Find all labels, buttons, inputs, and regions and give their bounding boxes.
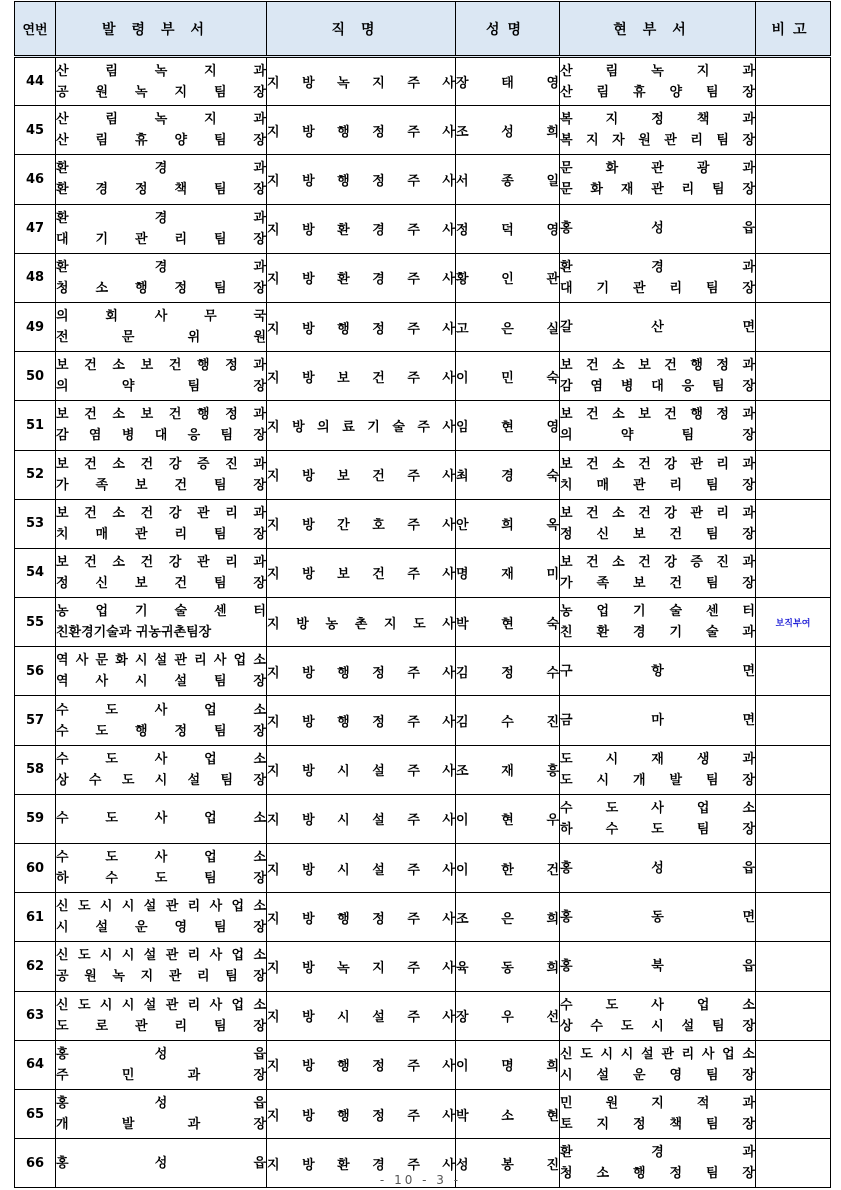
position-cell bbox=[267, 401, 456, 450]
row-number: 55 bbox=[15, 598, 56, 647]
text-line: 신 도 시 시 설 관 리 사 업 소 bbox=[560, 1046, 755, 1062]
text-line: 지 방 행 정 주 사 bbox=[267, 321, 455, 337]
note-cell bbox=[756, 57, 831, 106]
text-line: 수 도 행 정 팀 장 bbox=[56, 723, 266, 739]
current-dept-cell bbox=[560, 401, 756, 450]
name-cell bbox=[456, 1040, 560, 1089]
text-line: 민 원 지 적 과 bbox=[560, 1096, 755, 1112]
text-line: 개 발 과 장 bbox=[56, 1117, 266, 1133]
text-line: 환 경 과 bbox=[56, 259, 266, 275]
row-number: 44 bbox=[15, 57, 56, 106]
text-line: 보 건 소 건 강 관 리 과 bbox=[560, 456, 755, 472]
current-dept-cell bbox=[560, 991, 756, 1040]
text-line: 이 한 건 bbox=[456, 862, 559, 878]
current-dept-cell bbox=[560, 204, 756, 253]
position-cell bbox=[267, 204, 456, 253]
note-cell bbox=[756, 647, 831, 696]
text-line: 환 경 정 책 팀 장 bbox=[56, 182, 266, 198]
table-row bbox=[15, 1089, 831, 1138]
text-line: 주 민 과 장 bbox=[56, 1067, 266, 1083]
note-cell bbox=[756, 893, 831, 942]
current-dept-cell bbox=[560, 1040, 756, 1089]
name-cell bbox=[456, 450, 560, 499]
note-cell bbox=[756, 942, 831, 991]
text-line: 보 건 소 건 강 관 리 과 bbox=[56, 505, 266, 521]
text-line: 신 도 시 시 설 관 리 사 업 소 bbox=[56, 899, 266, 915]
text-line: 보 건 소 보 건 행 정 과 bbox=[560, 358, 755, 374]
table-row bbox=[15, 204, 831, 253]
text-line: 지 방 보 건 주 사 bbox=[267, 567, 455, 583]
table-row bbox=[15, 1040, 831, 1089]
appointment-table bbox=[14, 1, 831, 1188]
from-dept-cell bbox=[56, 893, 267, 942]
text-line: 수 도 사 업 소 bbox=[56, 811, 266, 827]
name-cell bbox=[456, 106, 560, 155]
from-dept-cell bbox=[56, 991, 267, 1040]
text-line: 지 방 간 호 주 사 bbox=[267, 518, 455, 534]
current-dept-cell bbox=[560, 696, 756, 745]
text-line: 대 기 관 리 팀 장 bbox=[560, 280, 755, 296]
text-line: 산 림 녹 지 과 bbox=[56, 63, 266, 79]
from-dept-cell bbox=[56, 106, 267, 155]
text-line: 환 경 과 bbox=[560, 1145, 755, 1161]
name-cell bbox=[456, 844, 560, 893]
text-line: 문 화 재 관 리 팀 장 bbox=[560, 182, 755, 198]
position-cell bbox=[267, 450, 456, 499]
text-line: 명 재 미 bbox=[456, 567, 559, 583]
note-cell bbox=[756, 844, 831, 893]
row-number: 62 bbox=[15, 942, 56, 991]
text-line: 지 방 행 정 주 사 bbox=[267, 124, 455, 140]
current-dept-cell bbox=[560, 794, 756, 843]
text-line: 홍 성 읍 bbox=[56, 1046, 266, 1062]
table-row bbox=[15, 844, 831, 893]
current-dept-cell bbox=[560, 942, 756, 991]
name-cell bbox=[456, 598, 560, 647]
text-line: 하 수 도 팀 장 bbox=[560, 821, 755, 837]
from-dept-cell bbox=[56, 696, 267, 745]
name-cell bbox=[456, 942, 560, 991]
header-position: 직명 bbox=[267, 2, 456, 57]
name-cell bbox=[456, 1089, 560, 1138]
table-row bbox=[15, 942, 831, 991]
table-row bbox=[15, 696, 831, 745]
text-line: 농 업 기 술 센 터 bbox=[560, 604, 755, 620]
note-cell bbox=[756, 450, 831, 499]
current-dept-cell bbox=[560, 745, 756, 794]
from-dept-cell bbox=[56, 1089, 267, 1138]
note-cell: 보직부여 bbox=[756, 598, 831, 647]
note-cell bbox=[756, 253, 831, 302]
text-line: 지 방 보 건 주 사 bbox=[267, 370, 455, 386]
table-row bbox=[15, 450, 831, 499]
from-dept-cell bbox=[56, 647, 267, 696]
row-number: 58 bbox=[15, 745, 56, 794]
position-cell bbox=[267, 155, 456, 204]
text-line: 서 종 일 bbox=[456, 173, 559, 189]
from-dept-cell bbox=[56, 57, 267, 106]
text-line: 홍 성 읍 bbox=[56, 1155, 266, 1171]
text-line: 지 방 환 경 주 사 bbox=[267, 223, 455, 239]
table-row bbox=[15, 893, 831, 942]
position-cell bbox=[267, 253, 456, 302]
text-line: 산 림 녹 지 과 bbox=[56, 112, 266, 128]
name-cell bbox=[456, 991, 560, 1040]
text-line: 지 방 행 정 주 사 bbox=[267, 173, 455, 189]
text-line: 공 원 녹 지 팀 장 bbox=[56, 84, 266, 100]
text-line: 지 방 시 설 주 사 bbox=[267, 862, 455, 878]
text-line: 지 방 녹 지 주 사 bbox=[267, 960, 455, 976]
text-line: 의 약 팀 장 bbox=[56, 379, 266, 395]
text-line: 도 시 개 발 팀 장 bbox=[560, 772, 755, 788]
text-line: 전 문 위 원 bbox=[56, 330, 266, 346]
position-cell bbox=[267, 745, 456, 794]
text-line: 상 수 도 시 설 팀 장 bbox=[560, 1018, 755, 1034]
text-line: 황 인 관 bbox=[456, 272, 559, 288]
note-cell bbox=[756, 106, 831, 155]
header-no: 연번 bbox=[15, 2, 56, 57]
header-current-dept: 현부서 bbox=[560, 2, 756, 57]
row-number: 49 bbox=[15, 302, 56, 351]
text-line: 최 경 숙 bbox=[456, 469, 559, 485]
position-cell bbox=[267, 499, 456, 548]
text-line: 환 경 과 bbox=[56, 210, 266, 226]
note-cell bbox=[756, 499, 831, 548]
note-cell bbox=[756, 155, 831, 204]
text-line: 감 염 병 대 응 팀 장 bbox=[56, 428, 266, 444]
name-cell bbox=[456, 57, 560, 106]
table-row bbox=[15, 647, 831, 696]
text-line: 장 태 영 bbox=[456, 76, 559, 92]
text-line: 보 건 소 보 건 행 정 과 bbox=[56, 358, 266, 374]
note-cell bbox=[756, 991, 831, 1040]
note-cell bbox=[756, 302, 831, 351]
name-cell bbox=[456, 893, 560, 942]
row-number: 48 bbox=[15, 253, 56, 302]
row-number: 57 bbox=[15, 696, 56, 745]
text-line: 임 현 영 bbox=[456, 419, 559, 435]
row-number: 47 bbox=[15, 204, 56, 253]
text-line: 조 은 희 bbox=[456, 911, 559, 927]
current-dept-cell bbox=[560, 57, 756, 106]
current-dept-cell bbox=[560, 302, 756, 351]
text-line: 이 현 우 bbox=[456, 813, 559, 829]
table-row bbox=[15, 352, 831, 401]
current-dept-cell bbox=[560, 647, 756, 696]
current-dept-cell bbox=[560, 1089, 756, 1138]
text-line: 대 기 관 리 팀 장 bbox=[56, 231, 266, 247]
text-line: 지 방 농 촌 지 도 사 bbox=[267, 616, 455, 632]
text-line: 육 동 희 bbox=[456, 960, 559, 976]
table-row bbox=[15, 499, 831, 548]
from-dept-cell bbox=[56, 794, 267, 843]
text-line: 지 방 행 정 주 사 bbox=[267, 715, 455, 731]
table-row bbox=[15, 794, 831, 843]
from-dept-cell bbox=[56, 253, 267, 302]
position-cell bbox=[267, 1040, 456, 1089]
position-cell bbox=[267, 794, 456, 843]
text-line: 수 도 사 업 소 bbox=[56, 702, 266, 718]
position-cell bbox=[267, 942, 456, 991]
text-line: 성 봉 진 bbox=[456, 1157, 559, 1173]
text-line: 청 소 행 정 팀 장 bbox=[56, 280, 266, 296]
text-line: 치 매 관 리 팀 장 bbox=[56, 526, 266, 542]
text-line: 김 수 진 bbox=[456, 715, 559, 731]
text-line: 구 항 면 bbox=[560, 663, 755, 679]
position-cell bbox=[267, 1089, 456, 1138]
text-line: 상 수 도 시 설 팀 장 bbox=[56, 772, 266, 788]
text-line: 문 화 관 광 과 bbox=[560, 161, 755, 177]
from-dept-cell bbox=[56, 302, 267, 351]
name-cell bbox=[456, 696, 560, 745]
current-dept-cell bbox=[560, 844, 756, 893]
name-cell bbox=[456, 302, 560, 351]
text-line: 도 시 재 생 과 bbox=[560, 751, 755, 767]
position-cell bbox=[267, 352, 456, 401]
text-line: 보 건 소 건 강 관 리 과 bbox=[56, 554, 266, 570]
text-line: 보 건 소 보 건 행 정 과 bbox=[560, 407, 755, 423]
text-line: 지 방 시 설 주 사 bbox=[267, 764, 455, 780]
text-line: 조 재 흥 bbox=[456, 764, 559, 780]
name-cell bbox=[456, 794, 560, 843]
text-line: 농 업 기 술 센 터 bbox=[56, 604, 266, 620]
row-number: 45 bbox=[15, 106, 56, 155]
note-cell bbox=[756, 1089, 831, 1138]
text-line: 수 도 사 업 소 bbox=[560, 800, 755, 816]
page-number: - 10 - 3 - bbox=[379, 1173, 462, 1187]
text-line: 복 지 정 책 과 bbox=[560, 112, 755, 128]
row-number: 64 bbox=[15, 1040, 56, 1089]
text-line: 보 건 소 건 강 증 진 과 bbox=[56, 456, 266, 472]
name-cell bbox=[456, 253, 560, 302]
row-number: 53 bbox=[15, 499, 56, 548]
text-line: 신 도 시 시 설 관 리 사 업 소 bbox=[56, 948, 266, 964]
text-line: 홍 북 읍 bbox=[560, 958, 755, 974]
text-line: 가 족 보 건 팀 장 bbox=[560, 575, 755, 591]
row-number: 61 bbox=[15, 893, 56, 942]
text-line: 지 방 보 건 주 사 bbox=[267, 469, 455, 485]
from-dept-cell bbox=[56, 745, 267, 794]
text-line: 토 지 정 책 팀 장 bbox=[560, 1117, 755, 1133]
text-line: 금 마 면 bbox=[560, 713, 755, 729]
name-cell bbox=[456, 401, 560, 450]
current-dept-cell bbox=[560, 352, 756, 401]
current-dept-cell bbox=[560, 450, 756, 499]
row-number: 59 bbox=[15, 794, 56, 843]
text-line: 정 신 보 건 팀 장 bbox=[560, 526, 755, 542]
text-line: 갈 산 면 bbox=[560, 319, 755, 335]
table-row bbox=[15, 991, 831, 1040]
row-number: 52 bbox=[15, 450, 56, 499]
text-line: 홍 성 읍 bbox=[560, 860, 755, 876]
name-cell bbox=[456, 204, 560, 253]
note-cell bbox=[756, 204, 831, 253]
text-line: 감 염 병 대 응 팀 장 bbox=[560, 379, 755, 395]
text-line: 박 현 숙 bbox=[456, 616, 559, 632]
text-line: 이 명 희 bbox=[456, 1059, 559, 1075]
name-cell bbox=[456, 548, 560, 597]
row-number: 54 bbox=[15, 548, 56, 597]
note-cell bbox=[756, 352, 831, 401]
table-row bbox=[15, 155, 831, 204]
text-line: 홍 성 읍 bbox=[560, 221, 755, 237]
text-line: 역 사 문 화 시 설 관 리 사 업 소 bbox=[56, 653, 266, 669]
note-cell bbox=[756, 745, 831, 794]
note-cell bbox=[756, 401, 831, 450]
text-line: 지 방 환 경 주 사 bbox=[267, 1157, 455, 1173]
from-dept-cell bbox=[56, 204, 267, 253]
text-line: 시 설 운 영 팀 장 bbox=[56, 920, 266, 936]
position-cell bbox=[267, 57, 456, 106]
text-line: 친 환 경 기 술 과 bbox=[560, 625, 755, 641]
table-row bbox=[15, 745, 831, 794]
row-number: 60 bbox=[15, 844, 56, 893]
text-line: 안 희 옥 bbox=[456, 518, 559, 534]
name-cell bbox=[456, 745, 560, 794]
text-line: 하 수 도 팀 장 bbox=[56, 871, 266, 887]
text-line: 박 소 현 bbox=[456, 1108, 559, 1124]
text-line: 지 방 행 정 주 사 bbox=[267, 665, 455, 681]
header-row bbox=[15, 2, 831, 57]
position-cell bbox=[267, 893, 456, 942]
text-line: 의 약 팀 장 bbox=[560, 428, 755, 444]
text-line: 홍 동 면 bbox=[560, 909, 755, 925]
text-line: 지 방 행 정 주 사 bbox=[267, 1059, 455, 1075]
text-line: 고 은 실 bbox=[456, 321, 559, 337]
text-line: 역 사 시 설 팀 장 bbox=[56, 674, 266, 690]
text-line: 보 건 소 건 강 증 진 과 bbox=[560, 554, 755, 570]
row-number: 65 bbox=[15, 1089, 56, 1138]
name-cell bbox=[456, 499, 560, 548]
from-dept-cell bbox=[56, 499, 267, 548]
text-line: 친환경기술과 귀농귀촌팀장 bbox=[56, 625, 212, 641]
text-line: 지 방 환 경 주 사 bbox=[267, 272, 455, 288]
text-line: 시 설 운 영 팀 장 bbox=[560, 1067, 755, 1083]
row-number: 51 bbox=[15, 401, 56, 450]
text-line: 보 건 소 보 건 행 정 과 bbox=[56, 407, 266, 423]
text-line: 수 도 사 업 소 bbox=[56, 850, 266, 866]
row-number: 56 bbox=[15, 647, 56, 696]
from-dept-cell bbox=[56, 1040, 267, 1089]
text-line: 수 도 사 업 소 bbox=[56, 751, 266, 767]
text-line: 지 방 의 료 기 술 주 사 bbox=[267, 419, 455, 435]
text-line: 정 덕 영 bbox=[456, 223, 559, 239]
text-line: 지 방 시 설 주 사 bbox=[267, 813, 455, 829]
text-line: 조 성 희 bbox=[456, 124, 559, 140]
header-name: 성명 bbox=[456, 2, 560, 57]
row-number: 63 bbox=[15, 991, 56, 1040]
text-line: 장 우 선 bbox=[456, 1010, 559, 1026]
current-dept-cell bbox=[560, 548, 756, 597]
note-cell bbox=[756, 1040, 831, 1089]
text-line: 환 경 과 bbox=[560, 259, 755, 275]
text-line: 의 회 사 무 국 bbox=[56, 309, 266, 325]
current-dept-cell bbox=[560, 893, 756, 942]
text-line: 도 로 관 리 팀 장 bbox=[56, 1018, 266, 1034]
text-line: 가 족 보 건 팀 장 bbox=[56, 477, 266, 493]
text-line: 지 방 행 정 주 사 bbox=[267, 911, 455, 927]
name-cell bbox=[456, 352, 560, 401]
position-cell bbox=[267, 106, 456, 155]
table-row bbox=[15, 598, 831, 647]
text-line: 산 림 휴 양 팀 장 bbox=[560, 84, 755, 100]
text-line: 공 원 녹 지 관 리 팀 장 bbox=[56, 969, 266, 985]
from-dept-cell bbox=[56, 155, 267, 204]
text-line: 환 경 과 bbox=[56, 161, 266, 177]
header-note: 비고 bbox=[756, 2, 831, 57]
table-row bbox=[15, 548, 831, 597]
note-cell bbox=[756, 794, 831, 843]
current-dept-cell bbox=[560, 598, 756, 647]
from-dept-cell bbox=[56, 401, 267, 450]
text-line: 보 건 소 건 강 관 리 과 bbox=[560, 505, 755, 521]
text-line: 복 지 자 원 관 리 팀 장 bbox=[560, 133, 755, 149]
header-from-dept: 발령부서 bbox=[56, 2, 267, 57]
row-number: 46 bbox=[15, 155, 56, 204]
from-dept-cell bbox=[56, 352, 267, 401]
position-cell bbox=[267, 647, 456, 696]
text-line: 지 방 행 정 주 사 bbox=[267, 1108, 455, 1124]
current-dept-cell bbox=[560, 155, 756, 204]
row-number: 66 bbox=[15, 1139, 56, 1188]
table-row bbox=[15, 57, 831, 106]
text-line: 김 정 수 bbox=[456, 665, 559, 681]
text-line: 지 방 시 설 주 사 bbox=[267, 1010, 455, 1026]
current-dept-cell bbox=[560, 106, 756, 155]
text-line: 지 방 녹 지 주 사 bbox=[267, 76, 455, 92]
text-line: 이 민 숙 bbox=[456, 370, 559, 386]
table-row bbox=[15, 106, 831, 155]
table-row bbox=[15, 253, 831, 302]
from-dept-cell bbox=[56, 548, 267, 597]
text-line: 신 도 시 시 설 관 리 사 업 소 bbox=[56, 997, 266, 1013]
text-line: 청 소 행 정 팀 장 bbox=[560, 1166, 755, 1182]
from-dept-cell bbox=[56, 942, 267, 991]
note-cell bbox=[756, 548, 831, 597]
position-cell bbox=[267, 991, 456, 1040]
from-dept-cell bbox=[56, 598, 267, 647]
from-dept-cell bbox=[56, 450, 267, 499]
text-line: 정 신 보 건 팀 장 bbox=[56, 575, 266, 591]
current-dept-cell bbox=[560, 499, 756, 548]
text-line: 홍 성 읍 bbox=[56, 1096, 266, 1112]
position-cell bbox=[267, 302, 456, 351]
text-line: 산 림 녹 지 과 bbox=[560, 63, 755, 79]
position-cell bbox=[267, 548, 456, 597]
name-cell bbox=[456, 155, 560, 204]
table-row bbox=[15, 302, 831, 351]
text-line: 산 림 휴 양 팀 장 bbox=[56, 133, 266, 149]
position-cell bbox=[267, 844, 456, 893]
text-line: 치 매 관 리 팀 장 bbox=[560, 477, 755, 493]
from-dept-cell bbox=[56, 844, 267, 893]
current-dept-cell bbox=[560, 253, 756, 302]
text-line: 수 도 사 업 소 bbox=[560, 997, 755, 1013]
position-cell bbox=[267, 696, 456, 745]
name-cell bbox=[456, 647, 560, 696]
table-row bbox=[15, 401, 831, 450]
row-number: 50 bbox=[15, 352, 56, 401]
note-cell bbox=[756, 696, 831, 745]
position-cell bbox=[267, 598, 456, 647]
